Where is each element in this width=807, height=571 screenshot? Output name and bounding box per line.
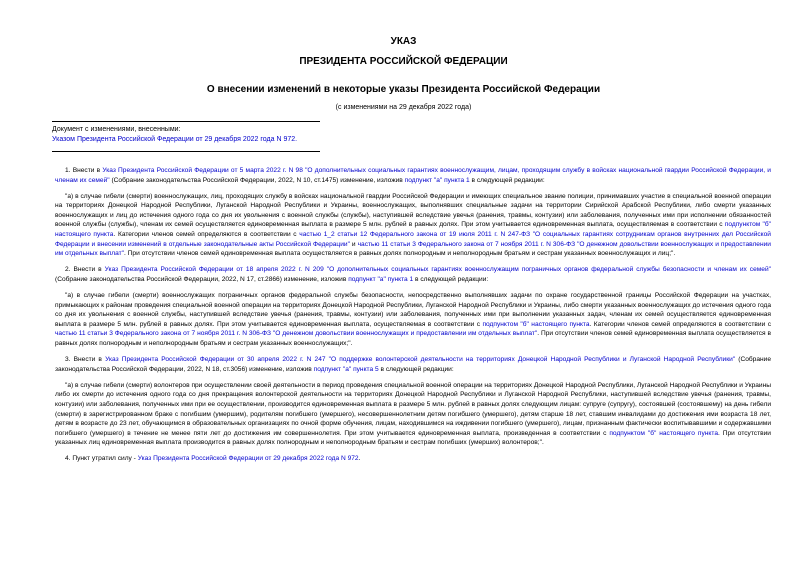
note-divider-bottom	[52, 151, 320, 152]
amendments-note-label: Документ с изменениями, внесенными:	[52, 126, 181, 133]
paragraph-4	[55, 454, 771, 464]
text: . Категории членов семей определяются в соответствии с	[589, 320, 771, 328]
text: "а) в случае гибели (смерти) волонтеров при осуществлении своей деятельности в период проведения специальной военной операции на территориях Донецкой Народной Республики, Луганской Народной Республики и Украины либо их смерти до истечения одного года со дня прекращения волонтерской деятельности на территориях Донецкой Народной Республики и Луганской Народной Республики, наступившей вследствие увечья (ранения, травмы, контузии) или заболевания, полученных ими при ее осуществлении, производится единовременная выплата в размере 5 млн. рублей в равных долях следующим лицам: супруге (супругу), состоявшей (состоявшему) на день гибели (смерти) в зарегистрированном браке с погибшим (умершим), родителям погибшего (умершего), несовершеннолетним детям погибшего (умершего), детям старше 18 лет, ставшим инвалидами до достижения ими возраста 18 лет, детям в возрасте до 23 лет, обучающимся в образовательных организациях по очной форме обучения, лицам, находившимся на иждивении погибшего (умершего), лицам, признанным фактически воспитывавшими и содержавшими погибшего (умершего) в течение не менее пяти лет до достижения им совершеннолетия. При этом учитывается единовременная выплата, произведенная в соответствии с	[55, 381, 771, 437]
document-title: О внесении изменений в некоторые указы Президента Российской Федерации	[206, 84, 601, 95]
text: (Собрание законодательства Российской Федерации, 2022, N 10, ст.1475) изменение, изложив	[109, 176, 405, 184]
text: в следующей редакции:	[413, 275, 489, 283]
note-divider-top	[52, 121, 320, 122]
paragraph-1	[55, 166, 771, 185]
amendments-note-link[interactable]: Указом Президента Российской Федерации от 29 декабря 2022 года N 972.	[52, 136, 298, 143]
quote-2	[55, 291, 771, 349]
law-306-link[interactable]: частью 11 статьи 3 Федерального закона от 7 ноября 2011 г. N 306-ФЗ "О денежном довольствии военнослужащих и предоставлении им отдельных выплат"	[55, 330, 538, 338]
paragraph-2	[55, 265, 771, 284]
text: .	[358, 455, 361, 463]
text: 4. Пункт утратил силу -	[65, 455, 138, 463]
subpoint-b-link[interactable]: подпунктом "б" настоящего пункта	[609, 429, 718, 437]
subpoint-link[interactable]: подпункт "а" пункта 1	[404, 176, 470, 184]
text: (Собрание законодательства Российской Федерации, 2022, N 17, ст.2866) изменение, изложив	[55, 275, 349, 283]
text: . При отсутствии членов семей единовременная выплата осуществляется в равных долях полнородным и неполнородным братьям и сестрам указанных военнослужащих;".	[55, 330, 771, 347]
law-247-link[interactable]: частью 1_2 статьи 12 Федерального закона от 19 июля 2011 г. N 247-ФЗ "О социальных гарантиях сотрудникам органов внутренних дел Российской Федерации и внесении изменений в отдельные законодательные акты Российской Федерации"	[55, 231, 771, 248]
text: в следующей редакции:	[469, 176, 545, 184]
text: 3. Внести в	[65, 356, 106, 364]
decree-209-link[interactable]: Указ Президента Российской Федерации от 18 апреля 2022 г. N 209 "О дополнительных социальных гарантиях военнослужащим пограничных органов федеральной службы безопасности и членам их семей"	[104, 266, 771, 274]
decree-247-link[interactable]: Указ Президента Российской Федерации от 30 апреля 2022 г. N 247 "О поддержке волонтерской деятельности на территориях Донецкой Народной Республики и Луганской Народной Республики"	[105, 356, 736, 364]
text: 2. Внести в	[65, 266, 105, 274]
text: . При отсутствии указанных лиц единовременная выплата производится в равных долях полнородным и неполнородным братьям и сестрам погибших (умерших) волонтеров;".	[55, 429, 771, 447]
text: "а) в случае гибели (смерти) военнослужащих, лиц, проходящих службу в войсках национальной гвардии Российской Федерации и имеющих специальное звание полиции, принимавших участие в специальной военной операции на территориях Донецкой Народной Республики, Луганской Народной Республики и Украины, военнослужащих, выполнявших специальные задачи на территории Сирийской Арабской Республики, либо смерти указанных военнослужащих и лиц до истечения одного года со дня их увольнения с военной службы (службы), наступившей вследствие увечья (ранения, травмы, контузии) или заболевания, полученных ими при исполнении обязанностей военной службы (службы), членам их семей осуществляется единовременная выплата в размере 5 млн. рублей в равных долях. При этом учитывается единовременная выплата, осуществляемая в соответствии с	[55, 192, 771, 229]
law-306-link[interactable]: частью 11 статьи 3 Федерального закона от 7 ноября 2011 г. N 306-ФЗ "О денежном довольствии военнослужащих и предоставлении им отдельных выплат"	[55, 240, 771, 258]
text: (Собрание законодательства Российской Федерации, 2022, N 18, ст.3056) изменение, изложив	[55, 356, 771, 373]
subpoint-b-link[interactable]: подпунктом "б" настоящего пункта	[55, 221, 771, 239]
text: и	[349, 240, 358, 248]
text: "а) в случае гибели (смерти) военнослужащих пограничных органов федеральной службы безопасности, непосредственно выполнявших задачи по охране государственной границы Российской Федерации на участках, примыкающих к районам проведения специальной военной операции на территориях Донецкой Народной Республики, Луганской Народной Республики и Украины, либо смерти указанных военнослужащих до истечения одного года со дня их увольнения с военной службы, наступившей вследствие увечья (ранения, травмы, контузии) или заболевания, полученных ими при выполнении указанных задач, членам их семей осуществляется единовременная выплата в размере 5 млн. рублей в равных долях. При этом учитывается единовременная выплата, осуществляемая в соответствии с	[55, 292, 771, 328]
subpoint-b-link[interactable]: подпунктом "б" настоящего пункта	[482, 320, 590, 328]
subpoint-link[interactable]: подпункт "а" пункта 1	[348, 275, 414, 283]
text: . Категории членов семей определяются в соответствии с	[113, 231, 300, 239]
issuer-heading: ПРЕЗИДЕНТА РОССИЙСКОЙ ФЕДЕРАЦИИ	[299, 56, 508, 67]
quote-3	[55, 381, 771, 448]
edition-note: (с изменениями на 29 декабря 2022 года)	[335, 104, 472, 111]
text: . При отсутствии членов семей единовременная выплата осуществляется в равных долях полнородным и неполнородным братьям и сестрам указанных военнослужащих и лиц;".	[124, 250, 676, 258]
decree-972-link[interactable]: Указ Президента Российской Федерации от 29 декабря 2022 года N 972	[137, 455, 359, 463]
text: в следующей редакции:	[378, 365, 454, 373]
text: 1. Внести в	[65, 167, 103, 174]
amendments-note	[52, 125, 297, 145]
document-type-heading: УКАЗ	[390, 36, 417, 47]
paragraph-3	[55, 355, 771, 374]
quote-1	[55, 192, 771, 259]
decree-98-link[interactable]: Указ Президента Российской Федерации от 5 марта 2022 г. N 98 "О дополнительных социальных гарантиях военнослужащим, лицам, проходящим службу в войсках национальной гвардии Российской Федерации, и членам их семей"	[55, 167, 771, 184]
subpoint-link[interactable]: подпункт "а" пункта 5	[313, 365, 379, 373]
document-body	[55, 166, 771, 471]
